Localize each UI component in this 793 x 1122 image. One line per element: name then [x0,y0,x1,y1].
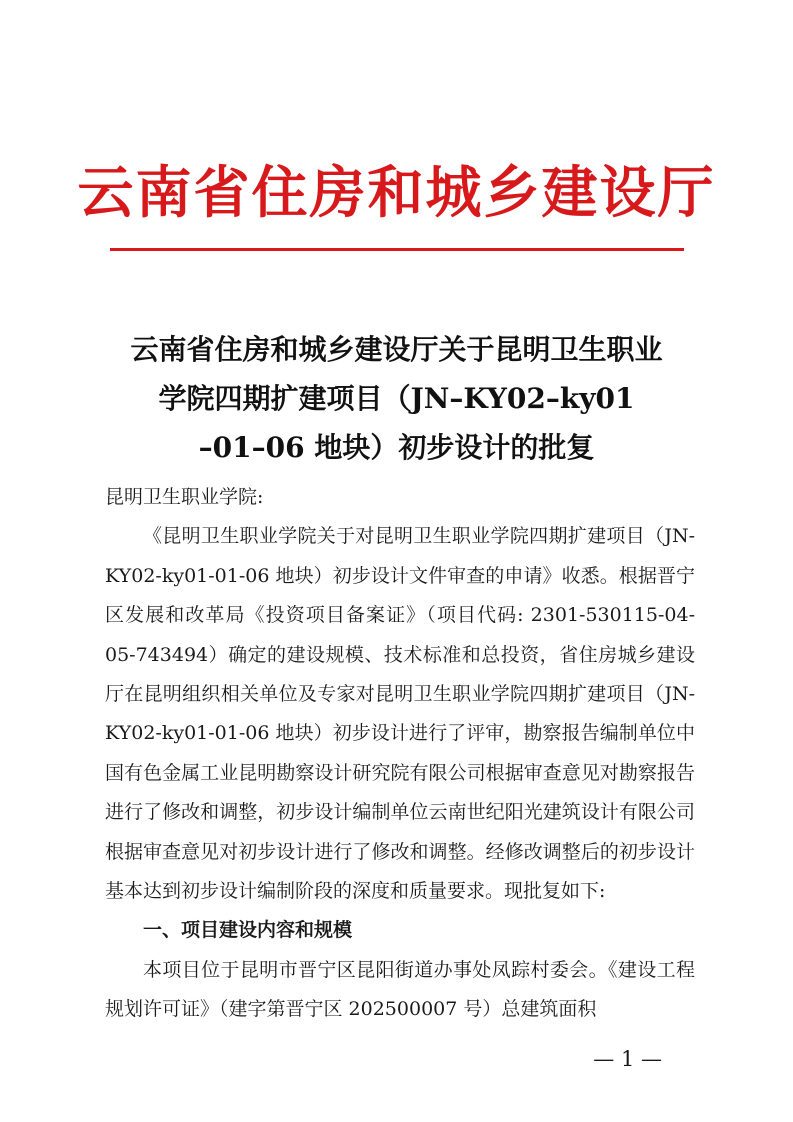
paragraph-1: 《昆明卫生职业学院关于对昆明卫生职业学院四期扩建项目（JN-KY02-ky01-01-06 地块）初步设计文件审查的申请》收悉。根据晋宁区发展和改革局《投资项目备案证》（项目代码: 2301-530115-04-05-743494）确定的建设规模、技术标准和总投资，省住房城乡建设厅在昆明组织相关单位及专家对昆明卫生职业学院四期扩建项目（JN-KY02-ky01-01-06 地块）初步设计进行了评审，勘察报告编制单位中国有色金属工业昆明勘察设计研究院有限公司根据审查意见对勘察报告进行了修改和调整，初步设计编制单位云南世纪阳光建筑设计有限公司根据审查意见对初步设计进行了修改和调整。经修改调整后的初步设计基本达到初步设计编制阶段的深度和质量要求。现批复如下: [105,525,695,903]
addressee: 昆明卫生职业学院: [105,486,264,508]
organization-header: 云南省住房和城乡建设厅 [77,160,716,226]
section-1-heading: 一、项目建设内容和规模 [143,919,353,942]
document-body [105,478,695,1030]
paragraph-2: 本项目位于昆明市晋宁区昆阳街道办事处凤踪村委会。《建设工程规划许可证》（建字第晋宁区 202500007 号）总建筑面积 [105,958,695,1021]
title-line-3: –01–06 地块）初步设计的批复 [198,431,595,464]
red-divider-rule [110,248,684,251]
document-title [80,325,713,472]
page-number: — 1 — [593,1047,662,1071]
title-line-1: 云南省住房和城乡建设厅关于昆明卫生职业 [130,333,663,366]
title-line-2: 学院四期扩建项目（JN–KY02–ky01 [158,382,635,415]
